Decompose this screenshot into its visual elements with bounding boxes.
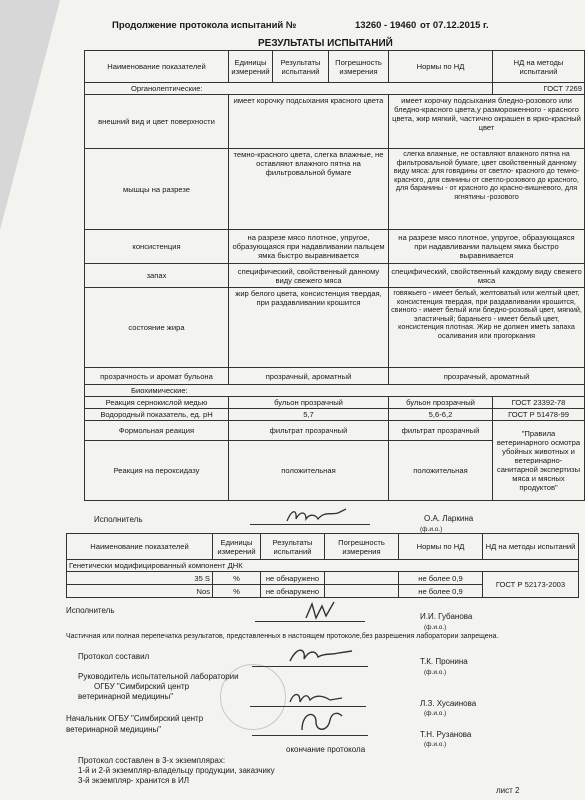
section-row: [85, 385, 585, 397]
method-gost-organoleptic: ГОСТ 7269: [493, 83, 585, 95]
gmo-table: [66, 533, 579, 598]
row-norm: фильтрат прозрачный: [389, 421, 493, 441]
row-norm: говяжьего - имеет белый, желтоватый или желтый цвет, консистенция твердая, при раздавливании крошится, свиного - имеет белый или бледно-розовый цвет, мягкий, эластичный; бараньего - имеет белый цвет, консистенция плотная. Жир не должен иметь запаха осаливания или прогоркания: [389, 288, 585, 368]
reprint-notice: Частичная или полная перепечатка результатов, представленных в настоящем протоколе,без разрешения лаборатории запрещена.: [66, 633, 499, 640]
sheet-number: лист 2: [496, 786, 520, 795]
row-name: 35 S: [67, 572, 213, 585]
chief-name: Т.Н. Рузанова: [420, 730, 472, 739]
row-name: консистенция: [85, 230, 229, 264]
fio-caption: (ф.и.о.): [424, 710, 447, 717]
row-norm: не более 0,9: [399, 585, 483, 598]
row-result: фильтрат прозрачный: [229, 421, 389, 441]
row-unit: %: [213, 585, 261, 598]
executor-name: О.А. Ларкина: [424, 514, 474, 523]
copies-note: Протокол составлен в 3-х экземплярах:: [78, 756, 226, 765]
fio-caption: (ф.и.о.): [420, 526, 443, 533]
row-result: на разрезе мясо плотное, упругое, образующаяся при надавливании пальцем ямка быстро выравнивается: [229, 230, 389, 264]
executor-name: И.И. Губанова: [420, 612, 473, 621]
signature-line: [250, 524, 370, 525]
row-result: не обнаружено: [261, 585, 325, 598]
row-result: не обнаружено: [261, 572, 325, 585]
row-name: Реакция на пероксидазу: [85, 441, 229, 501]
row-name: Nos: [67, 585, 213, 598]
protocol-date: от 07.12.2015 г.: [420, 20, 489, 31]
copies-note: 3-й экземпляр- хранится в ИЛ: [78, 776, 190, 785]
section-gmo: Генетически модифицированный компонент ДНК: [67, 560, 579, 572]
row-result: прозрачный, ароматный: [229, 368, 389, 385]
table-row: [85, 288, 585, 368]
chief-label: ветеринарной медицины": [66, 725, 162, 734]
row-name: Водородный показатель, ед. pH: [85, 409, 229, 421]
col-header: Нормы по НД: [399, 534, 483, 560]
signature-icon: [296, 706, 346, 736]
page-fold-shadow: [0, 0, 60, 230]
composed-label: Протокол составил: [78, 652, 150, 661]
row-name: запах: [85, 264, 229, 288]
col-header: Погрешность измерения: [325, 534, 399, 560]
row-method: ГОСТ 23392-78: [493, 397, 585, 409]
section-biochem: Биохимические:: [85, 385, 585, 397]
row-result: положительная: [229, 441, 389, 501]
col-header: Наименование показателей: [85, 51, 229, 83]
col-header: Погрешность измерения: [329, 51, 389, 83]
copies-note: 1-й и 2-й экземпляр-владельцу продукции, заказчику: [78, 766, 275, 775]
table-row: [85, 95, 585, 149]
row-norm: бульон прозрачный: [389, 397, 493, 409]
composed-name: Т.К. Пронина: [420, 657, 468, 666]
signature-line: [255, 621, 365, 622]
table-row: [85, 230, 585, 264]
row-method: ГОСТ Р 52173-2003: [483, 572, 579, 598]
table-row: [85, 397, 585, 409]
row-norm: не более 0,9: [399, 572, 483, 585]
row-error: [325, 572, 399, 585]
lab-head-name: Л.З. Хусаинова: [420, 699, 477, 708]
table-row: [85, 409, 585, 421]
col-header: Наименование показателей: [67, 534, 213, 560]
table-row: [67, 572, 579, 585]
col-header: НД на методы испытаний: [483, 534, 579, 560]
row-method: ГОСТ Р 51478-99: [493, 409, 585, 421]
executor-label: Исполнитель: [66, 606, 115, 615]
row-result: 5,7: [229, 409, 389, 421]
results-table: [84, 50, 585, 501]
row-result: жир белого цвета, консистенция твердая, при раздавливании крошится: [229, 288, 389, 368]
row-name: мышцы на разрезе: [85, 149, 229, 230]
fio-caption: (ф.и.о.): [424, 669, 447, 676]
row-name: Реакция сернокислой медью: [85, 397, 229, 409]
row-norm: имеет корочку подсыхания бледно-розового или бледно-красного цвета,у размороженного - красного цвета, жир мягкий, частично окрашен в ярко-красный цвет: [389, 95, 585, 149]
header-title: Продолжение протокола испытаний №: [112, 20, 297, 31]
row-norm: на разрезе мясо плотное, упругое, образующаяся при надавливании пальцем ямка быстро выравнивается: [389, 230, 585, 264]
row-name: внешний вид и цвет поверхности: [85, 95, 229, 149]
row-result: специфический, свойственный данному виду свежего мяса: [229, 264, 389, 288]
row-result: имеет корочку подсыхания красного цвета: [229, 95, 389, 149]
table-header-row: [67, 534, 579, 560]
fio-caption: (ф.и.о.): [424, 741, 447, 748]
results-title: РЕЗУЛЬТАТЫ ИСПЫТАНИЙ: [258, 38, 393, 49]
row-result: темно-красного цвета, слегка влажные, не оставляют влажного пятна на фильтровальной бумаге: [229, 149, 389, 230]
section-row: [67, 560, 579, 572]
col-header: Результаты испытаний: [273, 51, 329, 83]
row-norm: прозрачный, ароматный: [389, 368, 585, 385]
row-name: состояние жира: [85, 288, 229, 368]
section-organoleptic: Органолептические:: [85, 83, 493, 95]
protocol-number: 13260 - 19460: [355, 20, 417, 31]
fio-caption: (ф.и.о.): [424, 624, 447, 631]
signature-line: [252, 666, 368, 667]
col-header: НД на методы испытаний: [493, 51, 585, 83]
lab-head-label: ветеринарной медицины": [78, 692, 174, 701]
col-header: Результаты испытаний: [261, 534, 325, 560]
col-header: Единицы измерений: [229, 51, 273, 83]
row-norm: положительная: [389, 441, 493, 501]
signature-icon: [282, 505, 352, 529]
table-header-row: [85, 51, 585, 83]
table-row: [85, 421, 585, 441]
row-method-vet: "Правила ветеринарного осмотра убойных животных и ветеринарно-санитарной экспертизы мяса и мясных продуктов": [493, 421, 585, 501]
col-header: Нормы по НД: [389, 51, 493, 83]
row-error: [325, 585, 399, 598]
row-unit: %: [213, 572, 261, 585]
protocol-end: окончание протокола: [286, 745, 366, 754]
chief-label: Начальник ОГБУ "Симбирский центр: [66, 714, 204, 723]
row-norm: специфический, свойственный каждому виду свежего мяса: [389, 264, 585, 288]
lab-head-label: ОГБУ "Симбирский центр: [94, 682, 190, 691]
row-norm: слегка влажные, не оставляют влажного пятна на фильтровальной бумаге, цвет свойственный данному виду мяса: для говядины от светло- красного до темно-красного, для свинины от светло-розового до красного, для баранины - от красного до красно-вишневого, для ягнятины -розового: [389, 149, 585, 230]
row-result: бульон прозрачный: [229, 397, 389, 409]
table-row: [85, 149, 585, 230]
executor-label: Исполнитель: [94, 515, 143, 524]
signature-line: [252, 735, 368, 736]
section-row: [85, 83, 585, 95]
lab-head-label: Руководитель испытательной лаборатории: [78, 672, 239, 681]
row-name: Формольная реакция: [85, 421, 229, 441]
col-header: Единицы измерений: [213, 534, 261, 560]
table-row: [85, 264, 585, 288]
row-name: прозрачность и аромат бульона: [85, 368, 229, 385]
protocol-header: [112, 20, 489, 31]
row-norm: 5,6-6,2: [389, 409, 493, 421]
table-row: [85, 368, 585, 385]
